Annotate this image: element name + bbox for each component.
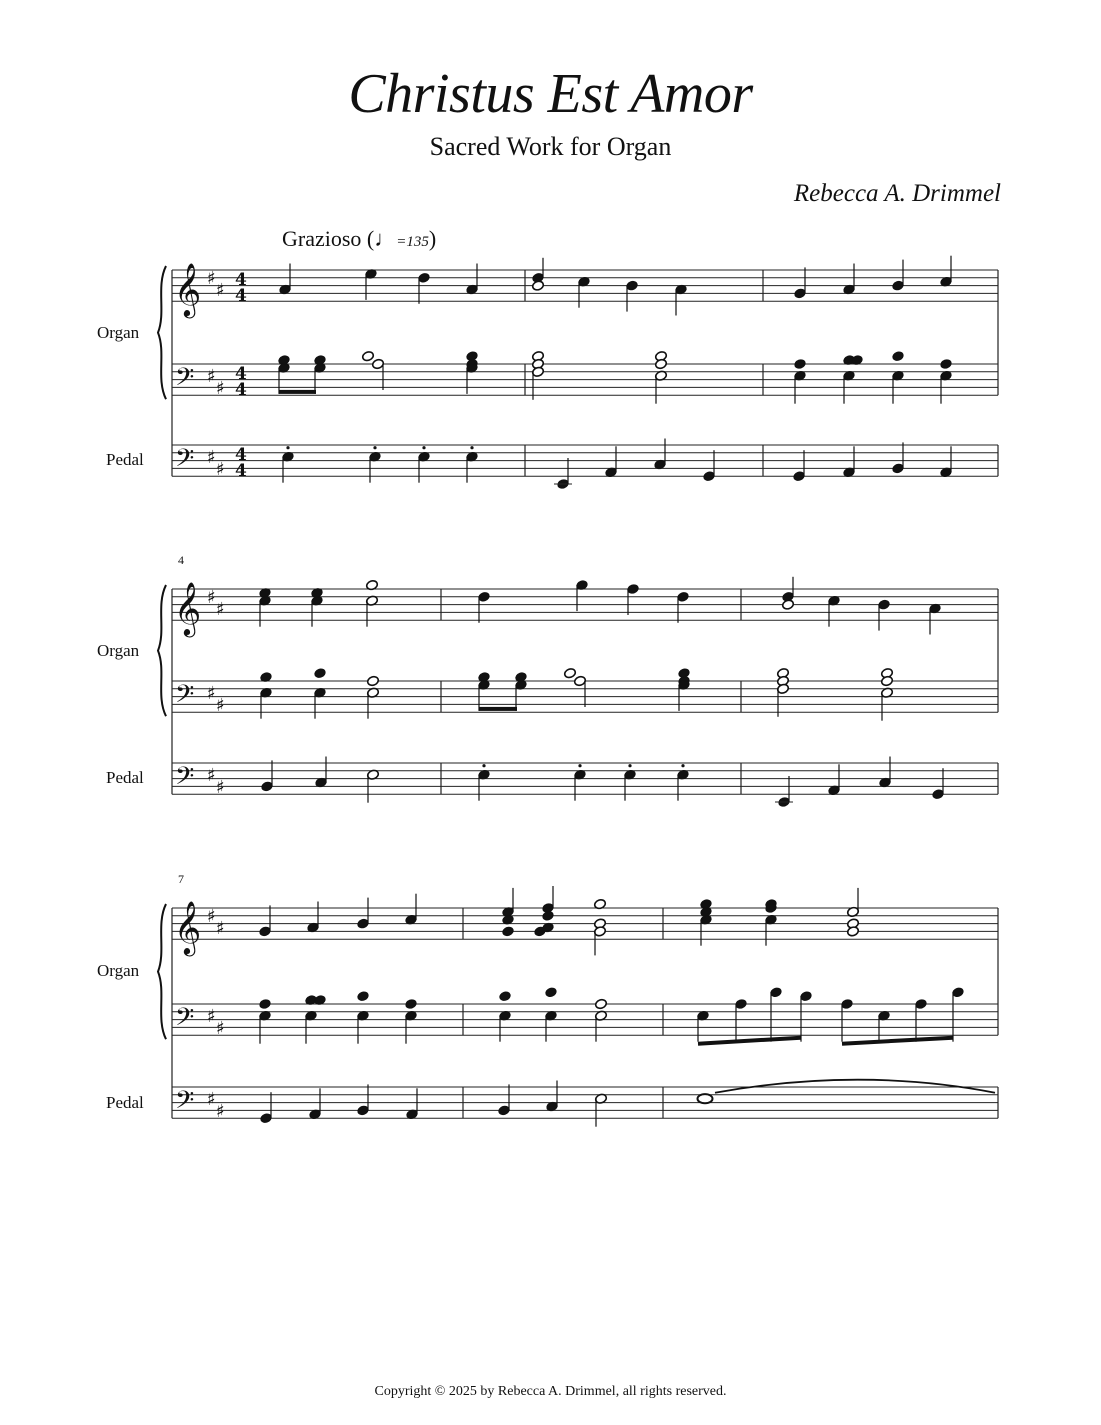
key-signature-sharp: ♯ bbox=[207, 366, 216, 387]
quarter-note-icon: ♩ bbox=[374, 226, 397, 251]
score-title: Christus Est Amor bbox=[348, 63, 753, 125]
note-head bbox=[782, 599, 795, 610]
note-head bbox=[314, 668, 327, 679]
beam bbox=[279, 390, 316, 394]
treble-clef-icon: 𝄞 bbox=[174, 581, 202, 635]
bass-clef-icon: 𝄢 bbox=[175, 444, 195, 479]
score-subtitle: Sacred Work for Organ bbox=[429, 132, 672, 161]
key-signature-sharp: ♯ bbox=[216, 918, 225, 939]
key-signature-sharp: ♯ bbox=[207, 1089, 216, 1110]
key-signature-sharp: ♯ bbox=[216, 280, 225, 301]
staccato-dot bbox=[470, 446, 473, 449]
brace bbox=[158, 904, 166, 1039]
staccato-dot bbox=[422, 446, 425, 449]
instrument-label-organ: Organ bbox=[97, 641, 140, 660]
note-head bbox=[367, 675, 380, 686]
key-signature-sharp: ♯ bbox=[207, 268, 216, 289]
note-head bbox=[362, 351, 375, 362]
composer-name: Rebecca A. Drimmel bbox=[793, 180, 1001, 207]
bass-clef-icon: 𝄢 bbox=[175, 1086, 195, 1121]
note-head bbox=[545, 987, 558, 998]
key-signature-sharp: ♯ bbox=[216, 459, 225, 480]
treble-clef-icon: 𝄞 bbox=[174, 262, 202, 316]
measure-number: 7 bbox=[178, 872, 184, 886]
staccato-dot bbox=[373, 446, 376, 449]
staccato-dot bbox=[681, 764, 684, 767]
key-signature-sharp: ♯ bbox=[207, 765, 216, 786]
beam bbox=[842, 1038, 953, 1044]
key-signature-sharp: ♯ bbox=[216, 695, 225, 716]
note-head bbox=[532, 280, 545, 291]
instrument-label-pedal: Pedal bbox=[106, 450, 144, 469]
bass-clef-icon: 𝄢 bbox=[175, 1003, 195, 1038]
beam bbox=[698, 1038, 801, 1044]
staccato-dot bbox=[482, 764, 485, 767]
staccato-dot bbox=[286, 446, 289, 449]
note-head bbox=[564, 668, 577, 679]
key-signature-sharp: ♯ bbox=[216, 599, 225, 620]
instrument-label-organ: Organ bbox=[97, 323, 140, 342]
bass-clef-icon: 𝄢 bbox=[175, 363, 195, 398]
tempo-value: 135 bbox=[406, 234, 429, 250]
tempo-marking: Grazioso (♩=135) bbox=[282, 226, 437, 251]
note-head bbox=[940, 358, 953, 369]
note-head bbox=[499, 991, 512, 1002]
instrument-label-pedal: Pedal bbox=[106, 768, 144, 787]
key-signature-sharp: ♯ bbox=[207, 683, 216, 704]
time-signature-denominator: 4 bbox=[235, 380, 247, 400]
time-signature-numerator: 4 bbox=[235, 270, 247, 290]
note-head bbox=[794, 358, 807, 369]
tempo-text: Grazioso bbox=[282, 226, 362, 251]
brace bbox=[158, 266, 166, 399]
key-signature-sharp: ♯ bbox=[216, 1101, 225, 1122]
staccato-dot bbox=[628, 764, 631, 767]
time-signature-denominator: 4 bbox=[235, 461, 247, 481]
note-head bbox=[595, 998, 608, 1009]
tempo-equals: = bbox=[396, 234, 407, 250]
key-signature-sharp: ♯ bbox=[207, 587, 216, 608]
note-head bbox=[892, 351, 905, 362]
brace bbox=[158, 585, 166, 716]
note-head bbox=[502, 926, 515, 937]
key-signature-sharp: ♯ bbox=[207, 447, 216, 468]
key-signature-sharp: ♯ bbox=[216, 378, 225, 399]
key-signature-sharp: ♯ bbox=[216, 1018, 225, 1039]
instrument-label-pedal: Pedal bbox=[106, 1093, 144, 1112]
time-signature-numerator: 4 bbox=[235, 364, 247, 384]
measure-number: 4 bbox=[178, 553, 184, 567]
note-head bbox=[357, 991, 370, 1002]
whole-note-head bbox=[698, 1094, 713, 1103]
key-signature-sharp: ♯ bbox=[216, 777, 225, 798]
note-head bbox=[542, 910, 555, 921]
note-head bbox=[405, 998, 418, 1009]
bass-clef-icon: 𝄢 bbox=[175, 680, 195, 715]
note-head bbox=[259, 998, 272, 1009]
bass-clef-icon: 𝄢 bbox=[175, 762, 195, 797]
key-signature-sharp: ♯ bbox=[207, 906, 216, 927]
instrument-label-organ: Organ bbox=[97, 961, 140, 980]
time-signature-numerator: 4 bbox=[235, 445, 247, 465]
tie bbox=[715, 1080, 995, 1093]
beam bbox=[479, 707, 517, 711]
treble-clef-icon: 𝄞 bbox=[174, 900, 202, 954]
key-signature-sharp: ♯ bbox=[207, 1006, 216, 1027]
staccato-dot bbox=[578, 764, 581, 767]
time-signature-denominator: 4 bbox=[235, 286, 247, 306]
copyright-notice: Copyright © 2025 by Rebecca A. Drimmel, all rights reserved. bbox=[374, 1384, 727, 1399]
